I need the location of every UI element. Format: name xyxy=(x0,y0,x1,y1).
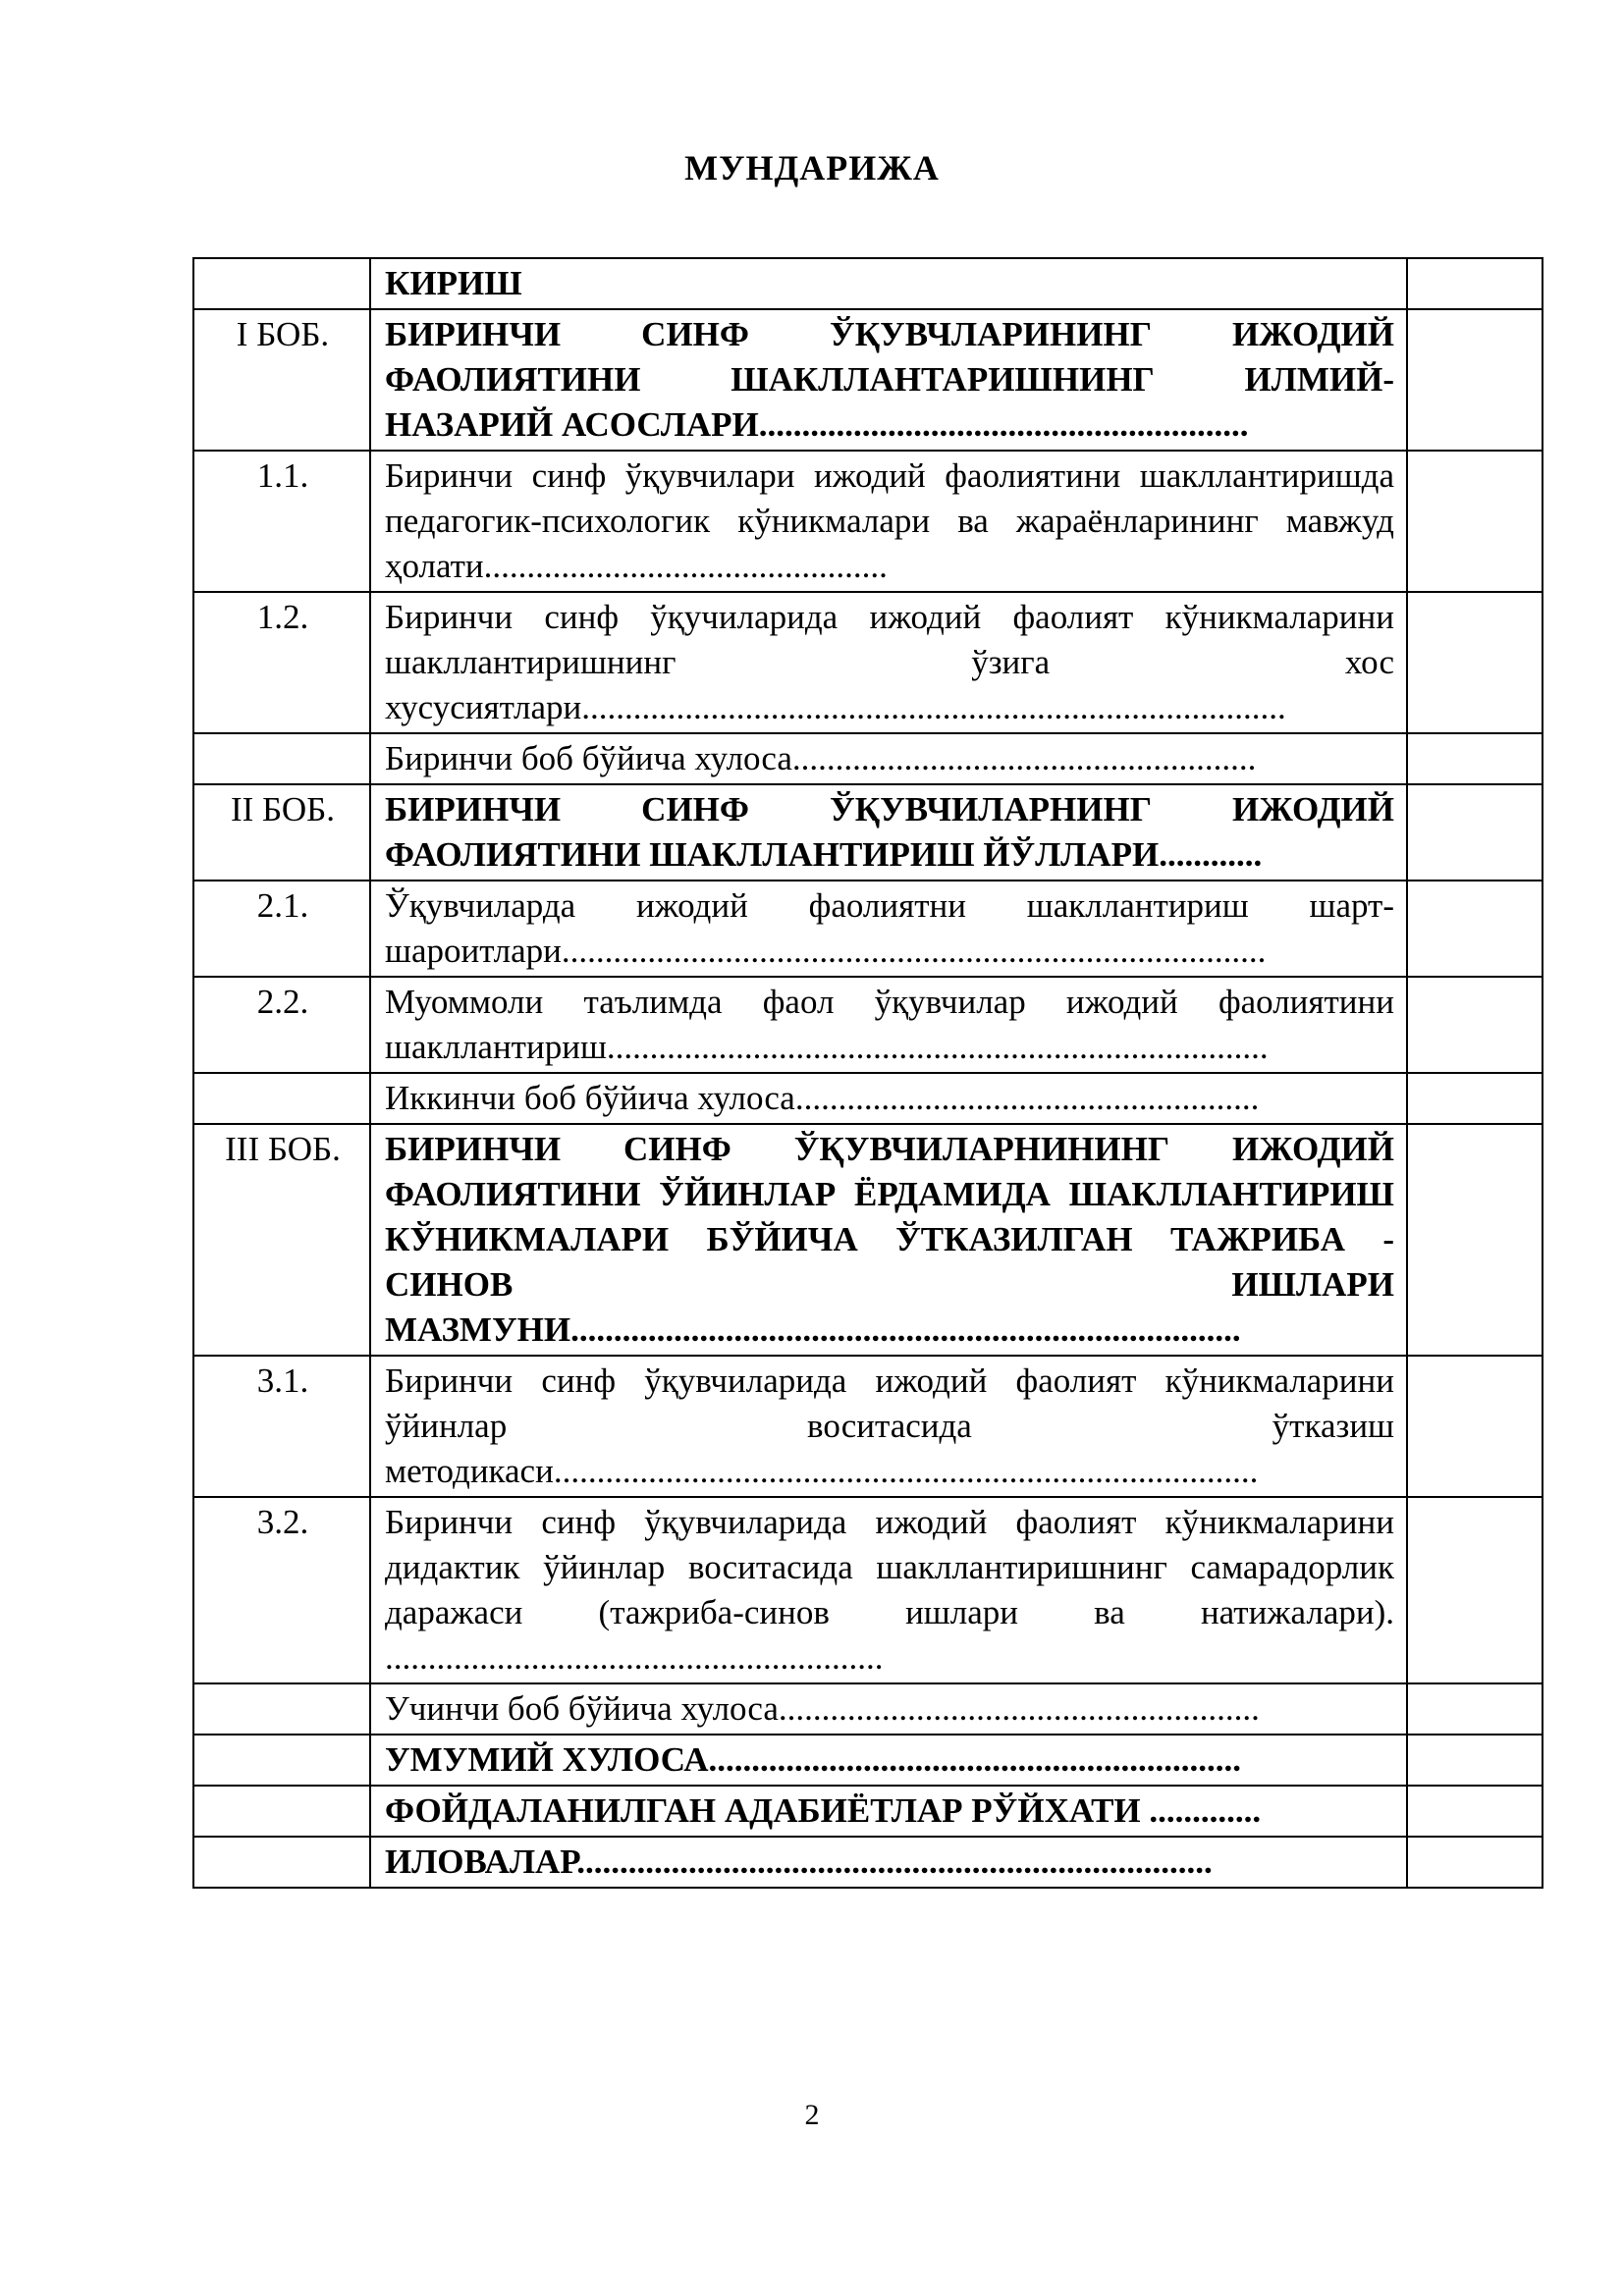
toc-section-number xyxy=(193,1073,370,1124)
toc-entry-title: Биринчи синф ўқувчиларида ижодий фаолият кўникмаларини дидактик ўйинлар воситасида шакллантиришнинг самарадорлик даражаси (тажриба-синов ишлари ва натижалари). .......................................................... xyxy=(370,1497,1407,1683)
toc-entry-title: БИРИНЧИ СИНФ ЎҚУВЧЛАРИНИНГ ИЖОДИЙ ФАОЛИЯТИНИ ШАКЛЛАНТАРИШНИНГ ИЛМИЙ-НАЗАРИЙ АСОСЛАРИ......................................................... xyxy=(370,309,1407,451)
toc-section-number: III БОБ. xyxy=(193,1124,370,1356)
toc-page-cell xyxy=(1407,784,1543,881)
toc-page-cell xyxy=(1407,733,1543,784)
toc-row xyxy=(193,1683,1543,1735)
toc-section-number xyxy=(193,1683,370,1735)
toc-entry-title: КИРИШ xyxy=(370,258,1407,309)
toc-row xyxy=(193,733,1543,784)
toc-page-cell xyxy=(1407,1786,1543,1837)
document-title: МУНДАРИЖА xyxy=(684,148,940,187)
toc-page-cell xyxy=(1407,1837,1543,1888)
toc-page-cell xyxy=(1407,451,1543,592)
toc-row xyxy=(193,1735,1543,1786)
toc-page-cell xyxy=(1407,1497,1543,1683)
toc-page-cell xyxy=(1407,1356,1543,1497)
toc-entry-title: Иккинчи боб бўйича хулоса...................................................... xyxy=(370,1073,1407,1124)
toc-row xyxy=(193,258,1543,309)
toc-section-number: I БОБ. xyxy=(193,309,370,451)
toc-section-number: 1.2. xyxy=(193,592,370,733)
toc-entry-title: Биринчи синф ўқувчилари ижодий фаолиятини шакллантиришда педагогик-психологик кўникмалари ва жараёнларининг мавжуд ҳолати............................................... xyxy=(370,451,1407,592)
toc-entry-title: БИРИНЧИ СИНФ ЎҚУВЧИЛАРНИНИНГ ИЖОДИЙ ФАОЛИЯТИНИ ЎЙИНЛАР ЁРДАМИДА ШАКЛЛАНТИРИШ КЎНИКМАЛАРИ БЎЙИЧА ЎТКАЗИЛГАН ТАЖРИБА - СИНОВ ИШЛАРИ МАЗМУНИ.............................................................................. xyxy=(370,1124,1407,1356)
toc-section-number xyxy=(193,1837,370,1888)
toc-entry-title: БИРИНЧИ СИНФ ЎҚУВЧИЛАРНИНГ ИЖОДИЙ ФАОЛИЯТИНИ ШАКЛЛАНТИРИШ ЙЎЛЛАРИ............ xyxy=(370,784,1407,881)
toc-entry-title: Биринчи синф ўқувчиларида ижодий фаолият кўникмаларини ўйинлар воситасида ўтказиш методикаси.................................................................................. xyxy=(370,1356,1407,1497)
toc-section-number: 1.1. xyxy=(193,451,370,592)
toc-row xyxy=(193,309,1543,451)
toc-row xyxy=(193,592,1543,733)
toc-entry-title: ИЛОВАЛАР.......................................................................... xyxy=(370,1837,1407,1888)
toc-page-cell xyxy=(1407,309,1543,451)
toc-section-number xyxy=(193,258,370,309)
page-number: 2 xyxy=(804,2099,820,2131)
toc-section-number xyxy=(193,733,370,784)
toc-entry-title: Ўқувчиларда ижодий фаолиятни шакллантириш шарт-шароитлари.................................................................................. xyxy=(370,881,1407,977)
toc-entry-title: Биринчи синф ўқучиларида ижодий фаолият кўникмаларини шакллантиришнинг ўзига хос хусусиятлари.................................................................................. xyxy=(370,592,1407,733)
toc-entry-title: УМУМИЙ ХУЛОСА.............................................................. xyxy=(370,1735,1407,1786)
table-of-contents xyxy=(192,257,1543,1889)
toc-page-cell xyxy=(1407,977,1543,1073)
toc-section-number: 2.2. xyxy=(193,977,370,1073)
toc-section-number: 3.2. xyxy=(193,1497,370,1683)
toc-row xyxy=(193,1356,1543,1497)
toc-row xyxy=(193,784,1543,881)
toc-page-cell xyxy=(1407,881,1543,977)
toc-page-cell xyxy=(1407,1073,1543,1124)
toc-entry-title: Муоммоли таълимда фаол ўқувчилар ижодий фаолиятини шакллантириш............................................................................. xyxy=(370,977,1407,1073)
toc-row xyxy=(193,451,1543,592)
toc-page-cell xyxy=(1407,1124,1543,1356)
toc-section-number: II БОБ. xyxy=(193,784,370,881)
toc-row xyxy=(193,1497,1543,1683)
toc-page-cell xyxy=(1407,1683,1543,1735)
toc-row xyxy=(193,1073,1543,1124)
toc-row xyxy=(193,1124,1543,1356)
toc-row xyxy=(193,1837,1543,1888)
toc-section-number xyxy=(193,1786,370,1837)
toc-entry-title: Биринчи боб бўйича хулоса...................................................... xyxy=(370,733,1407,784)
toc-body xyxy=(193,258,1543,1888)
toc-row xyxy=(193,1786,1543,1837)
toc-page-cell xyxy=(1407,258,1543,309)
toc-entry-title: ФОЙДАЛАНИЛГАН АДАБИЁТЛАР РЎЙХАТИ ............. xyxy=(370,1786,1407,1837)
toc-row xyxy=(193,977,1543,1073)
toc-section-number: 2.1. xyxy=(193,881,370,977)
toc-entry-title: Учинчи боб бўйича хулоса........................................................ xyxy=(370,1683,1407,1735)
toc-section-number xyxy=(193,1735,370,1786)
toc-row xyxy=(193,881,1543,977)
toc-section-number: 3.1. xyxy=(193,1356,370,1497)
toc-page-cell xyxy=(1407,592,1543,733)
toc-page-cell xyxy=(1407,1735,1543,1786)
